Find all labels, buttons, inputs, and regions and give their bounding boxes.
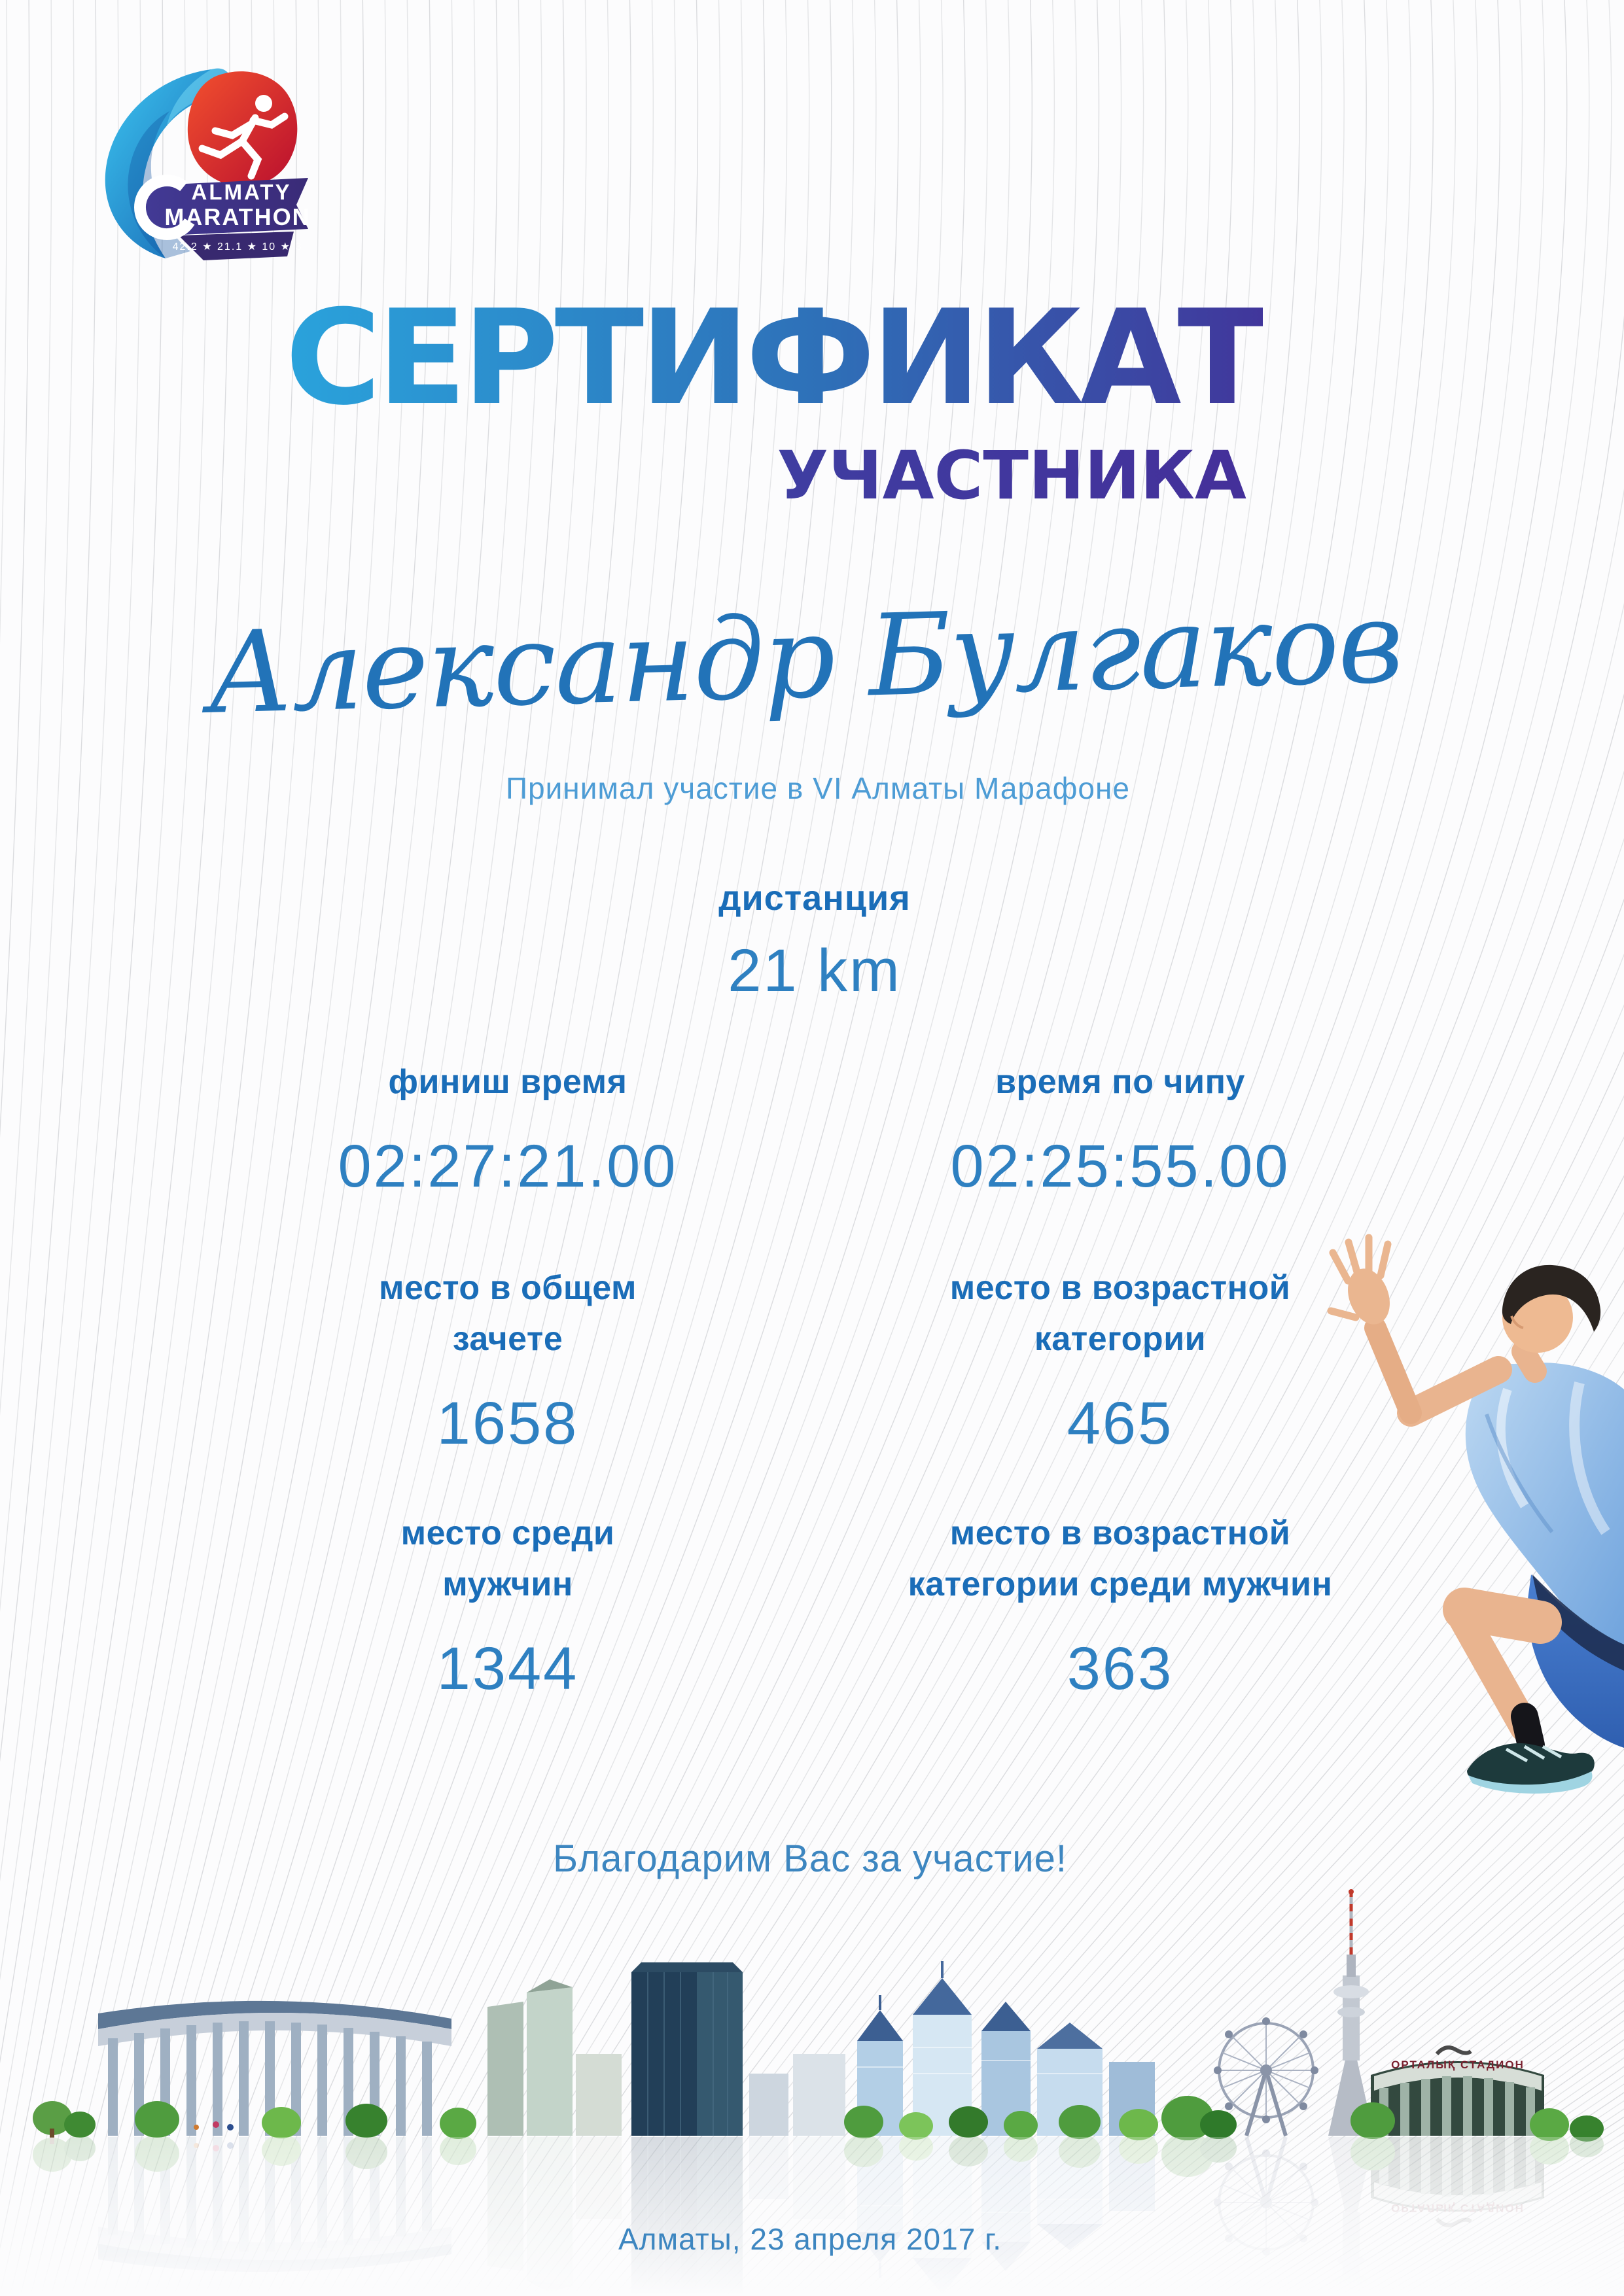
esentai-tower — [631, 1962, 743, 2136]
stat-chip-time — [908, 1056, 1333, 1201]
stat-label: место среди мужчин — [400, 1514, 615, 1603]
stadium — [1371, 2047, 1544, 2136]
stat-men-place — [383, 1508, 632, 1703]
distance-value: 21 km — [728, 937, 902, 1004]
footer-date: Алматы, 23 апреля 2017 г. — [618, 2222, 1002, 2256]
logo-brand-line2: MARATHON — [164, 203, 311, 230]
stat-value: 1344 — [436, 1635, 579, 1702]
stat-label: финиш время — [388, 1063, 627, 1101]
stat-label: место в возрастной категории — [949, 1269, 1291, 1358]
runner-leg — [1460, 1609, 1540, 1745]
stat-age-category-place — [937, 1262, 1303, 1458]
stat-label: время по чипу — [995, 1063, 1245, 1101]
thanks-line: Благодарим Вас за участие! — [553, 1837, 1067, 1880]
tv-tower — [1328, 1889, 1374, 2136]
stat-value: 02:27:21.00 — [338, 1133, 678, 1200]
stat-label: место в возрастной категории среди мужчин — [908, 1514, 1333, 1603]
nurly-tau-towers — [857, 1961, 1155, 2136]
stat-overall-place — [351, 1262, 665, 1458]
certificate-title: СЕРТИФИКАТ — [281, 293, 1263, 424]
stat-finish-time — [295, 1056, 720, 1201]
teal-towers — [487, 1979, 622, 2136]
distance-label: дистанция — [718, 878, 911, 918]
stat-value: 1658 — [436, 1390, 579, 1457]
trees-left — [33, 2101, 96, 2138]
runner-shoe — [1467, 1743, 1595, 1794]
stat-value: 465 — [1067, 1390, 1174, 1457]
midrise-building — [793, 2054, 845, 2136]
stat-value: 02:25:55.00 — [950, 1133, 1290, 1200]
runner-photo — [1271, 1218, 1624, 1807]
runner-hand — [1331, 1238, 1397, 1331]
participation-line: Принимал участие в VI Алматы Марафоне — [505, 771, 1131, 805]
stat-value: 363 — [1067, 1635, 1174, 1702]
participant-name: Александр Булгаков — [205, 576, 1404, 739]
logo-red-badge — [188, 71, 298, 186]
stat-label: место в общем зачете — [379, 1269, 637, 1358]
distance-block — [0, 878, 1624, 1005]
certificate-subtitle: УЧАСТНИКА — [461, 440, 1246, 513]
logo-distances-line: 42.2 ★ 21.1 ★ 10 ★ 3 — [172, 241, 303, 252]
logo-brand-line1: ALMATY — [191, 180, 292, 204]
midrise-building — [749, 2074, 788, 2136]
runner-head — [1502, 1265, 1600, 1371]
stadium-sign: ОРТАЛЫҚ СТАДИОН — [1391, 2059, 1525, 2071]
almaty-marathon-logo — [69, 58, 311, 273]
